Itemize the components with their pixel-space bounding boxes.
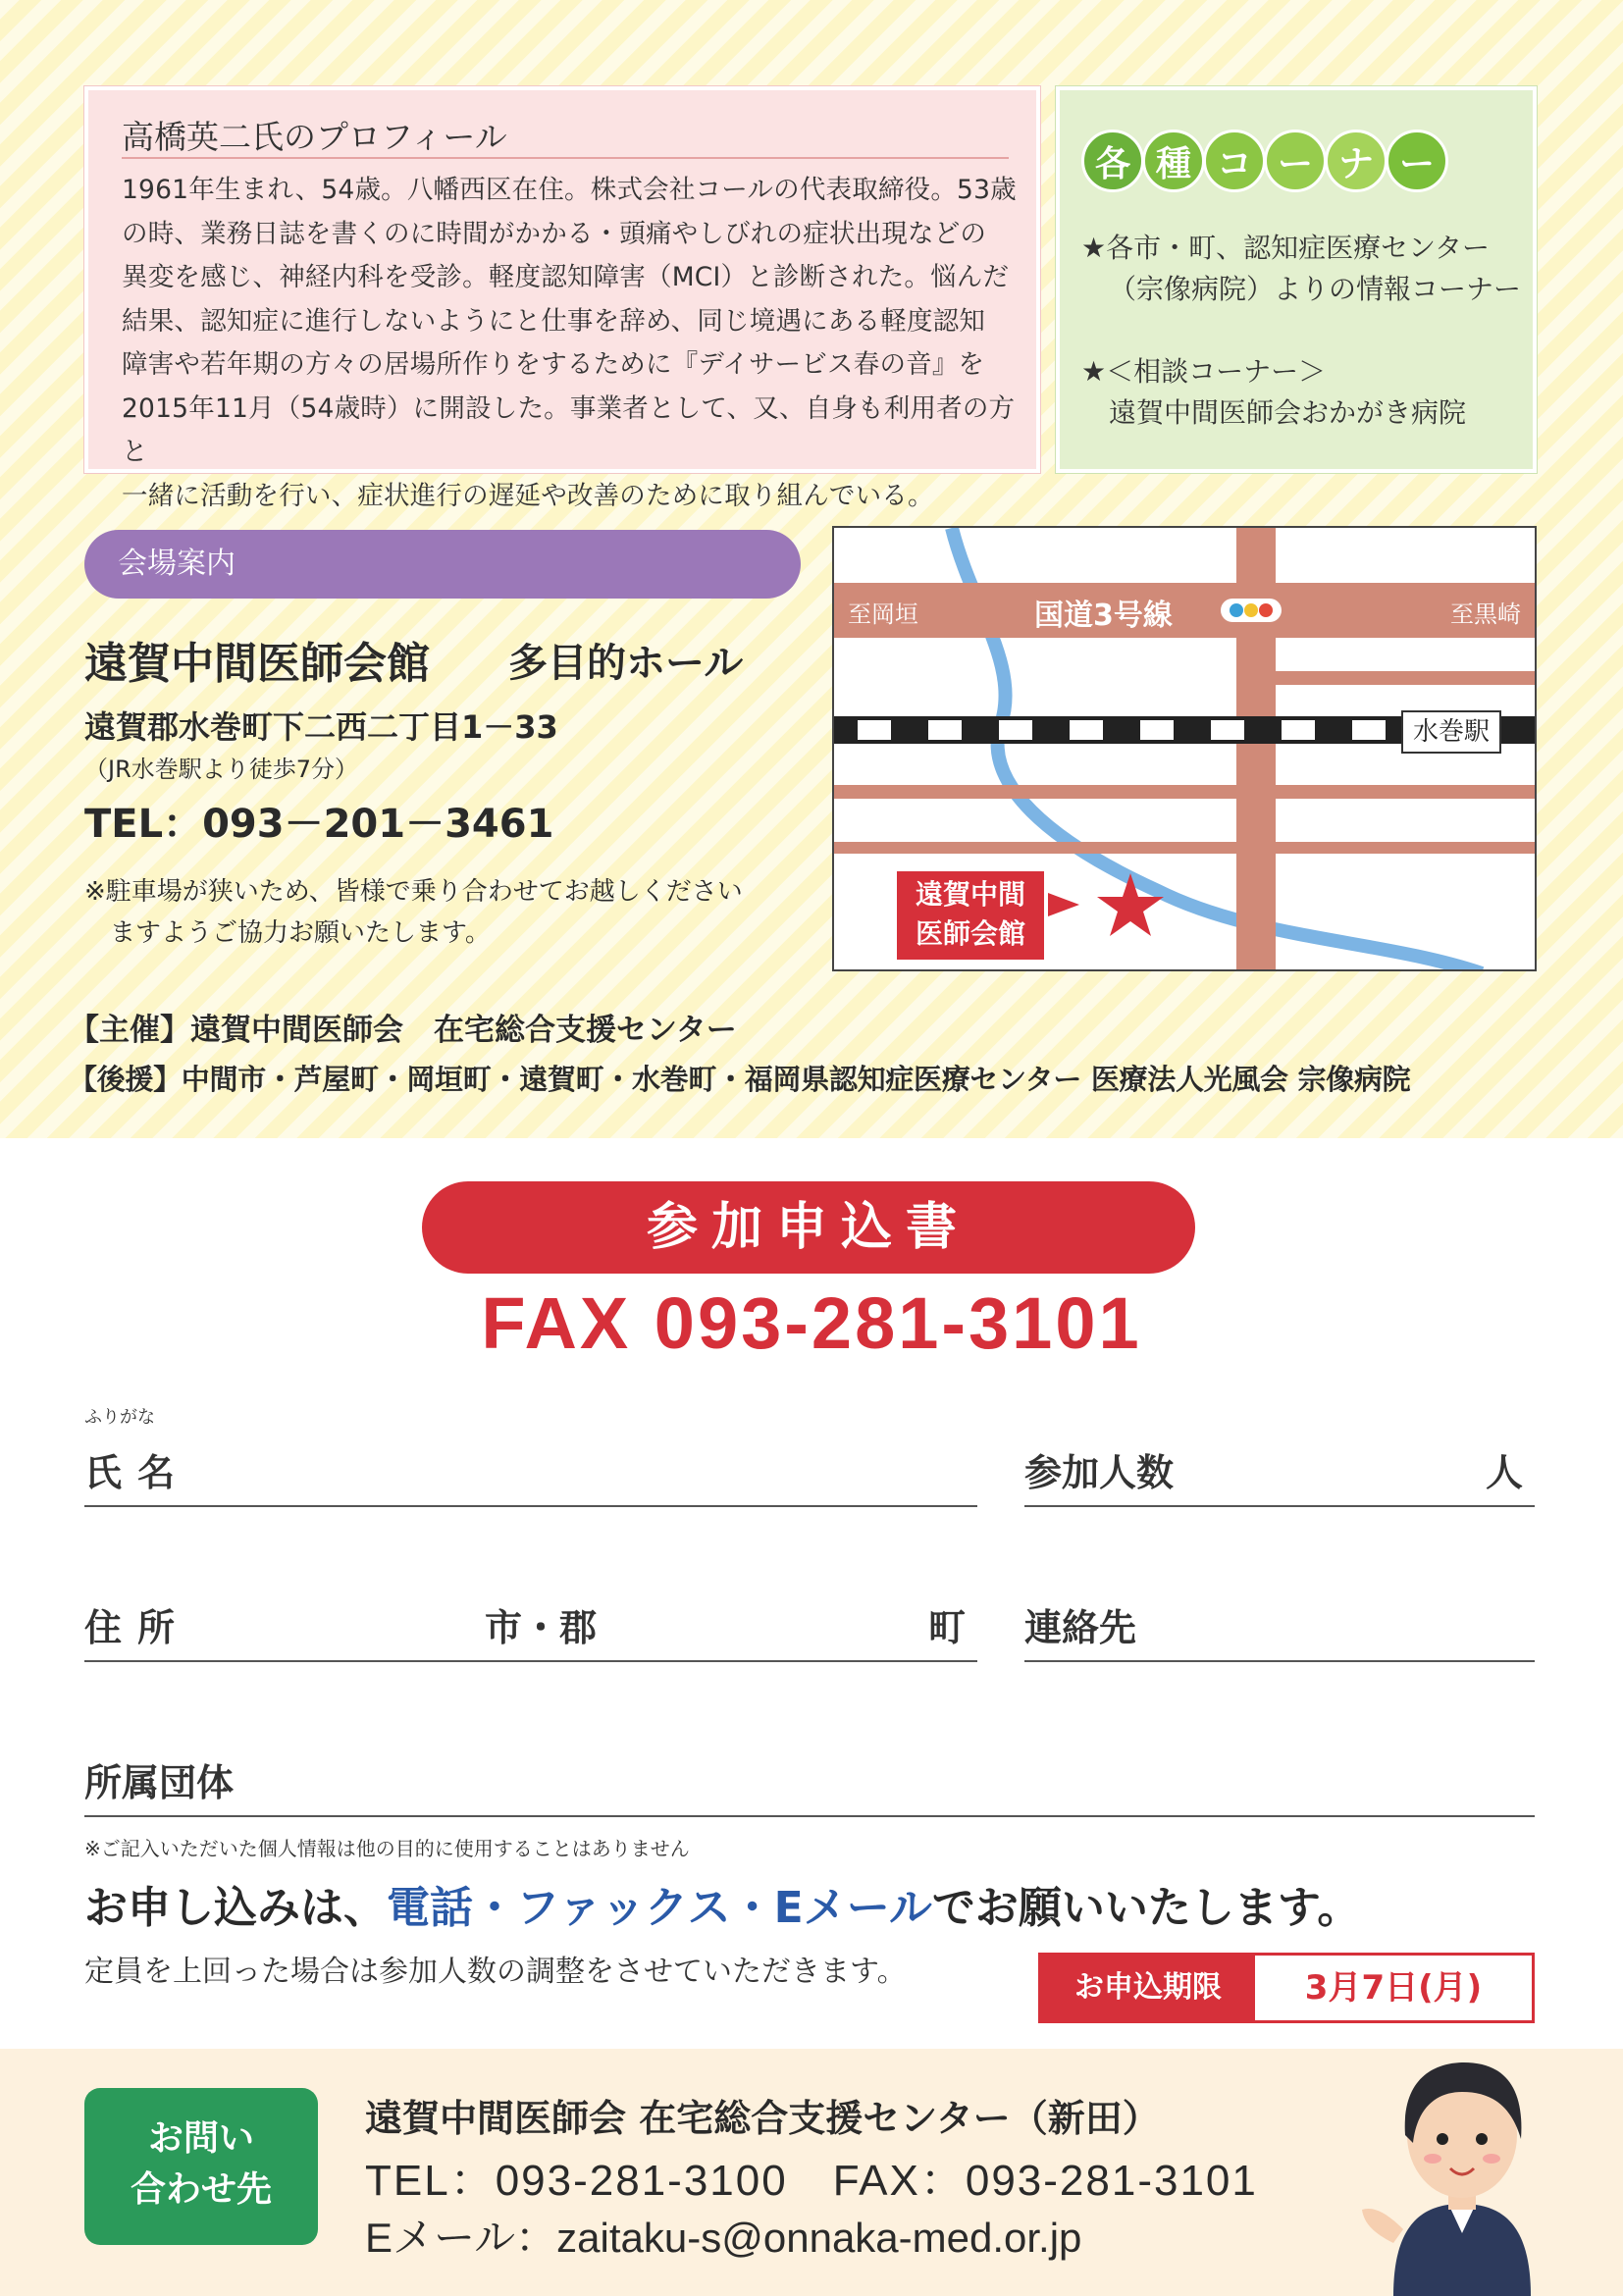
- corner-item-text: 遠賀中間医師会おかがき病院: [1109, 396, 1467, 429]
- count-unit: 人: [1486, 1451, 1524, 1494]
- side-road: [834, 785, 1537, 799]
- corner-item-text: （宗像病院）よりの情報コーナー: [1109, 273, 1522, 305]
- corner-item-text: ★各市・町、認知症医療センター: [1081, 232, 1490, 264]
- access-map: [832, 526, 1537, 971]
- contact-badge-line: お問い: [147, 2118, 254, 2159]
- profile-line: 2015年11月（54歳時）に開設した。事業者として、又、自身も利用者の方と: [122, 392, 1016, 467]
- city-label: 市・郡: [485, 1606, 598, 1649]
- profile-divider: [122, 157, 1009, 159]
- map-label-okagaki: 至岡垣: [848, 600, 918, 628]
- address-label: 住所: [84, 1606, 191, 1649]
- contact-telfax: TEL：093-281-3100 FAX：093-281-3101: [365, 2157, 1258, 2205]
- contact-field[interactable]: [1024, 1660, 1535, 1662]
- corners-title-char: ー: [1264, 130, 1327, 192]
- town-label: 町: [928, 1606, 967, 1649]
- venue-name: 遠賀中間医師会館: [84, 639, 430, 689]
- deadline-box: [1038, 1953, 1535, 2023]
- map-station-label: 水巻駅: [1401, 710, 1501, 754]
- map-label-route: 国道3号線: [1034, 599, 1173, 633]
- apply-pre: お申し込みは、: [84, 1883, 387, 1933]
- venue-note: [84, 871, 743, 954]
- count-field[interactable]: [1024, 1505, 1535, 1507]
- apply-methods: [84, 1872, 1360, 1935]
- apply-post: でお願いいたします。: [931, 1883, 1361, 1933]
- profile-line: の時、業務日誌を書くのに時間がかかる・頭痛やしびれの症状出現などの: [122, 218, 987, 249]
- profile-line: 1961年生まれ、54歳。八幡西区在住。株式会社コールの代表取締役。53歳: [122, 175, 1017, 205]
- profile-title: 高橋英二氏のプロフィール: [122, 118, 507, 156]
- pointer-arrow-icon: [1048, 893, 1079, 916]
- map-venue-line: 遠賀中間: [915, 878, 1025, 911]
- corners-title-char: 種: [1142, 130, 1205, 192]
- contact-label: 連絡先: [1024, 1606, 1137, 1649]
- count-label: 参加人数: [1024, 1451, 1175, 1494]
- venue-note-line: ますようご協力お願いたします。: [110, 918, 491, 948]
- profile-line: 結果、認知症に進行しないようにと仕事を辞め、同じ境遇にある軽度認知: [122, 305, 986, 337]
- map-venue-line: 医師会館: [915, 917, 1025, 950]
- furigana-label: ふりがな: [84, 1407, 155, 1428]
- profile-box: [84, 86, 1040, 511]
- corner-item-consult: [1081, 351, 1466, 434]
- venue-address: 遠賀郡水巻町下二西二丁目1－33: [84, 708, 558, 746]
- group-label: 所属団体: [84, 1761, 235, 1804]
- privacy-note: ※ご記入いただいた個人情報は他の目的に使用することはありません: [84, 1837, 690, 1860]
- name-field[interactable]: [84, 1505, 977, 1507]
- contact-badge-line: 合わせ先: [130, 2169, 272, 2210]
- corners-title-char: コ: [1203, 130, 1266, 192]
- map-label-kurosaki: 至黒崎: [1450, 600, 1521, 628]
- application-title: 参加申込書: [422, 1181, 1195, 1274]
- name-label: 氏名: [84, 1451, 191, 1494]
- profile-body: [122, 169, 1017, 518]
- side-road: [1272, 671, 1537, 685]
- venue-tel: TEL：093－201－3461: [84, 802, 554, 847]
- staff-illustration-icon: [1354, 2037, 1570, 2296]
- deadline-date: 3月7日(月): [1304, 1968, 1483, 2008]
- fax-number: FAX 093-281-3101: [481, 1282, 1142, 1364]
- sponsor-support: 【後援】中間市・芦屋町・岡垣町・遠賀町・水巻町・福岡県認知症医療センター 医療法人光風会 宗像病院: [69, 1063, 1411, 1096]
- corners-box: [1056, 86, 1537, 473]
- address-field[interactable]: [84, 1660, 977, 1662]
- deadline-label: お申込期限: [1041, 1956, 1255, 2020]
- corners-title-char: ナ: [1325, 130, 1387, 192]
- venue-pill: 会場案内: [84, 530, 801, 599]
- group-field[interactable]: [84, 1815, 1535, 1817]
- sponsor-host: 【主催】遠賀中間医師会 在宅総合支援センター: [69, 1013, 737, 1048]
- profile-line: 障害や若年期の方々の居場所作りをするために『デイサービス春の音』を: [122, 349, 985, 380]
- north-south-road: [1236, 528, 1276, 971]
- side-road: [834, 842, 1537, 854]
- profile-line: 一緒に活動を行い、症状進行の遅延や改善のために取り組んでいる。: [122, 480, 934, 511]
- corner-item-text: ★＜相談コーナー＞: [1081, 355, 1327, 388]
- venue-hall: 多目的ホール: [508, 641, 744, 686]
- map-venue-label: [897, 871, 1044, 960]
- venue-access: （JR水巻駅より徒歩7分）: [84, 756, 359, 783]
- route3-road: [834, 583, 1537, 638]
- corners-title: [1081, 130, 1446, 192]
- apply-methods-list: 電話・ファックス・Eメール: [387, 1883, 932, 1933]
- corners-title-char: ー: [1386, 130, 1448, 192]
- contact-org: 遠賀中間医師会 在宅総合支援センター（新田）: [365, 2097, 1160, 2140]
- contact-email[interactable]: Eメール：zaitaku-s@onnaka-med.or.jp: [365, 2215, 1082, 2261]
- venue-note-line: ※駐車場が狭いため、皆様で乗り合わせてお越しください: [84, 877, 743, 907]
- corners-title-char: 各: [1081, 130, 1144, 192]
- profile-line: 異変を感じ、神経内科を受診。軽度認知障害（MCI）と診断された。悩んだ: [122, 262, 1010, 292]
- adjust-note: 定員を上回った場合は参加人数の調整をさせていただきます。: [84, 1955, 907, 1989]
- corner-item-info: [1081, 228, 1521, 310]
- contact-badge: [84, 2088, 318, 2245]
